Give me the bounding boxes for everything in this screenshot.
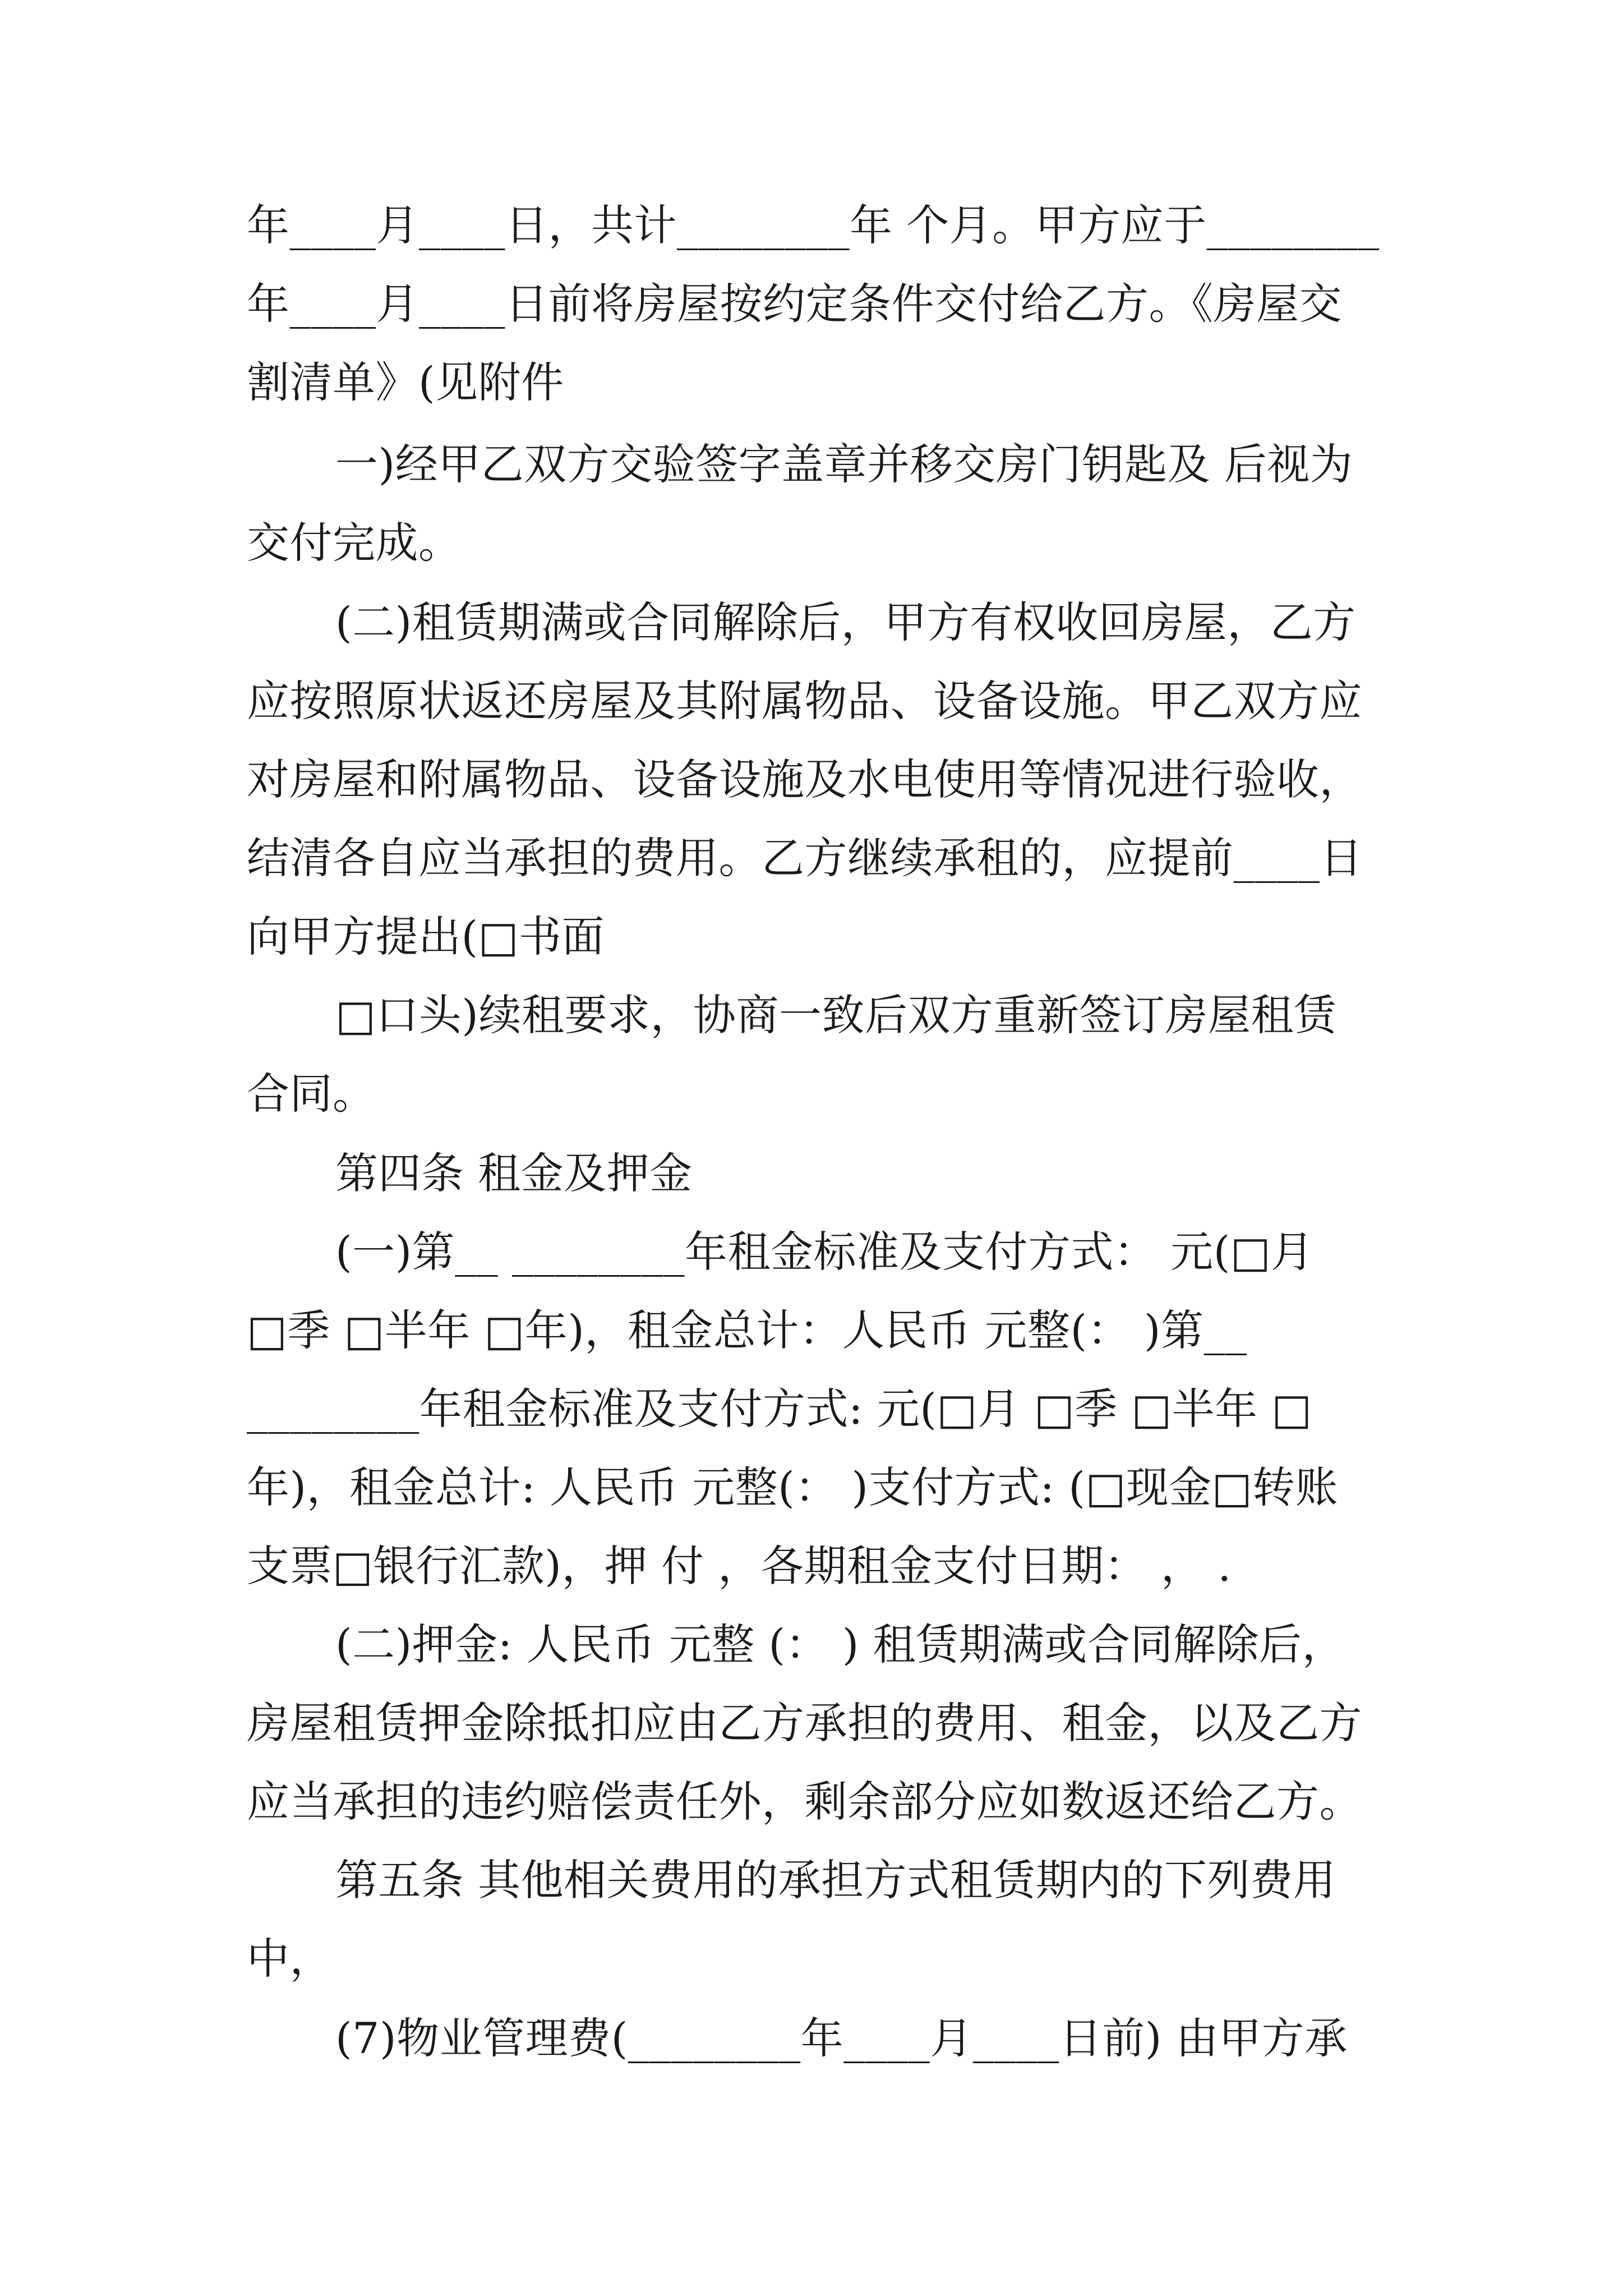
text-line: 应按照原状返还房屋及其附属物品、设备设施。甲乙双方应	[247, 676, 1362, 726]
text-line: 应当承担的违约赔偿责任外，剩余部分应如数返还给乙方。	[247, 1777, 1362, 1826]
section-heading: 第四条 租金及押金	[335, 1148, 693, 1198]
section-heading: 第五条 其他相关费用的承担方式租赁期内的下列费用	[335, 1855, 1336, 1905]
text-line: □口头)续租要求，协商一致后双方重新签订房屋租赁	[335, 990, 1337, 1040]
text-line: 房屋租赁押金除抵扣应由乙方承担的费用、租金，以及乙方	[247, 1698, 1362, 1748]
text-line: 交付完成。	[247, 518, 462, 568]
text-line: □季 □半年 □年)，租金总计：人民币 元整(： )第__	[247, 1305, 1247, 1355]
text-line: 合同。	[247, 1069, 376, 1119]
text-line: 年____月____日，共计________年 个月。甲方应于________	[247, 200, 1380, 250]
text-line: 中，	[247, 1934, 333, 1984]
text-line: (二)租赁期满或合同解除后，甲方有权收回房屋，乙方	[335, 597, 1356, 647]
text-line: 一)经甲乙双方交验签字盖章并移交房门钥匙及 后视为	[335, 439, 1353, 489]
text-line: 支票□银行汇款)，押 付 ，各期租金支付日期： ， .	[247, 1541, 1232, 1591]
text-line: 年)，租金总计: 人民币 元整(： )支付方式: (□现金□转账	[247, 1462, 1339, 1512]
text-line: 年____月____日前将房屋按约定条件交付给乙方。《房屋交	[247, 279, 1342, 329]
text-line: (一)第__ ________年租金标准及支付方式： 元(□月	[335, 1227, 1314, 1277]
text-line: (7)物业管理费(________年____月____日前) 由甲方承	[335, 2013, 1348, 2063]
text-line: 割清单》(见附件	[247, 357, 564, 407]
text-line: 向甲方提出(□书面	[247, 912, 605, 961]
text-line: ________年租金标准及支付方式: 元(□月 □季 □半年 □	[247, 1384, 1312, 1434]
text-line: 对房屋和附属物品、设备设施及水电使用等情况进行验收，	[247, 754, 1362, 804]
text-line: (二)押金: 人民币 元整 (： ) 租赁期满或合同解除后，	[335, 1619, 1345, 1669]
text-line: 结清各自应当承担的费用。乙方继续承租的，应提前____日	[247, 833, 1363, 883]
